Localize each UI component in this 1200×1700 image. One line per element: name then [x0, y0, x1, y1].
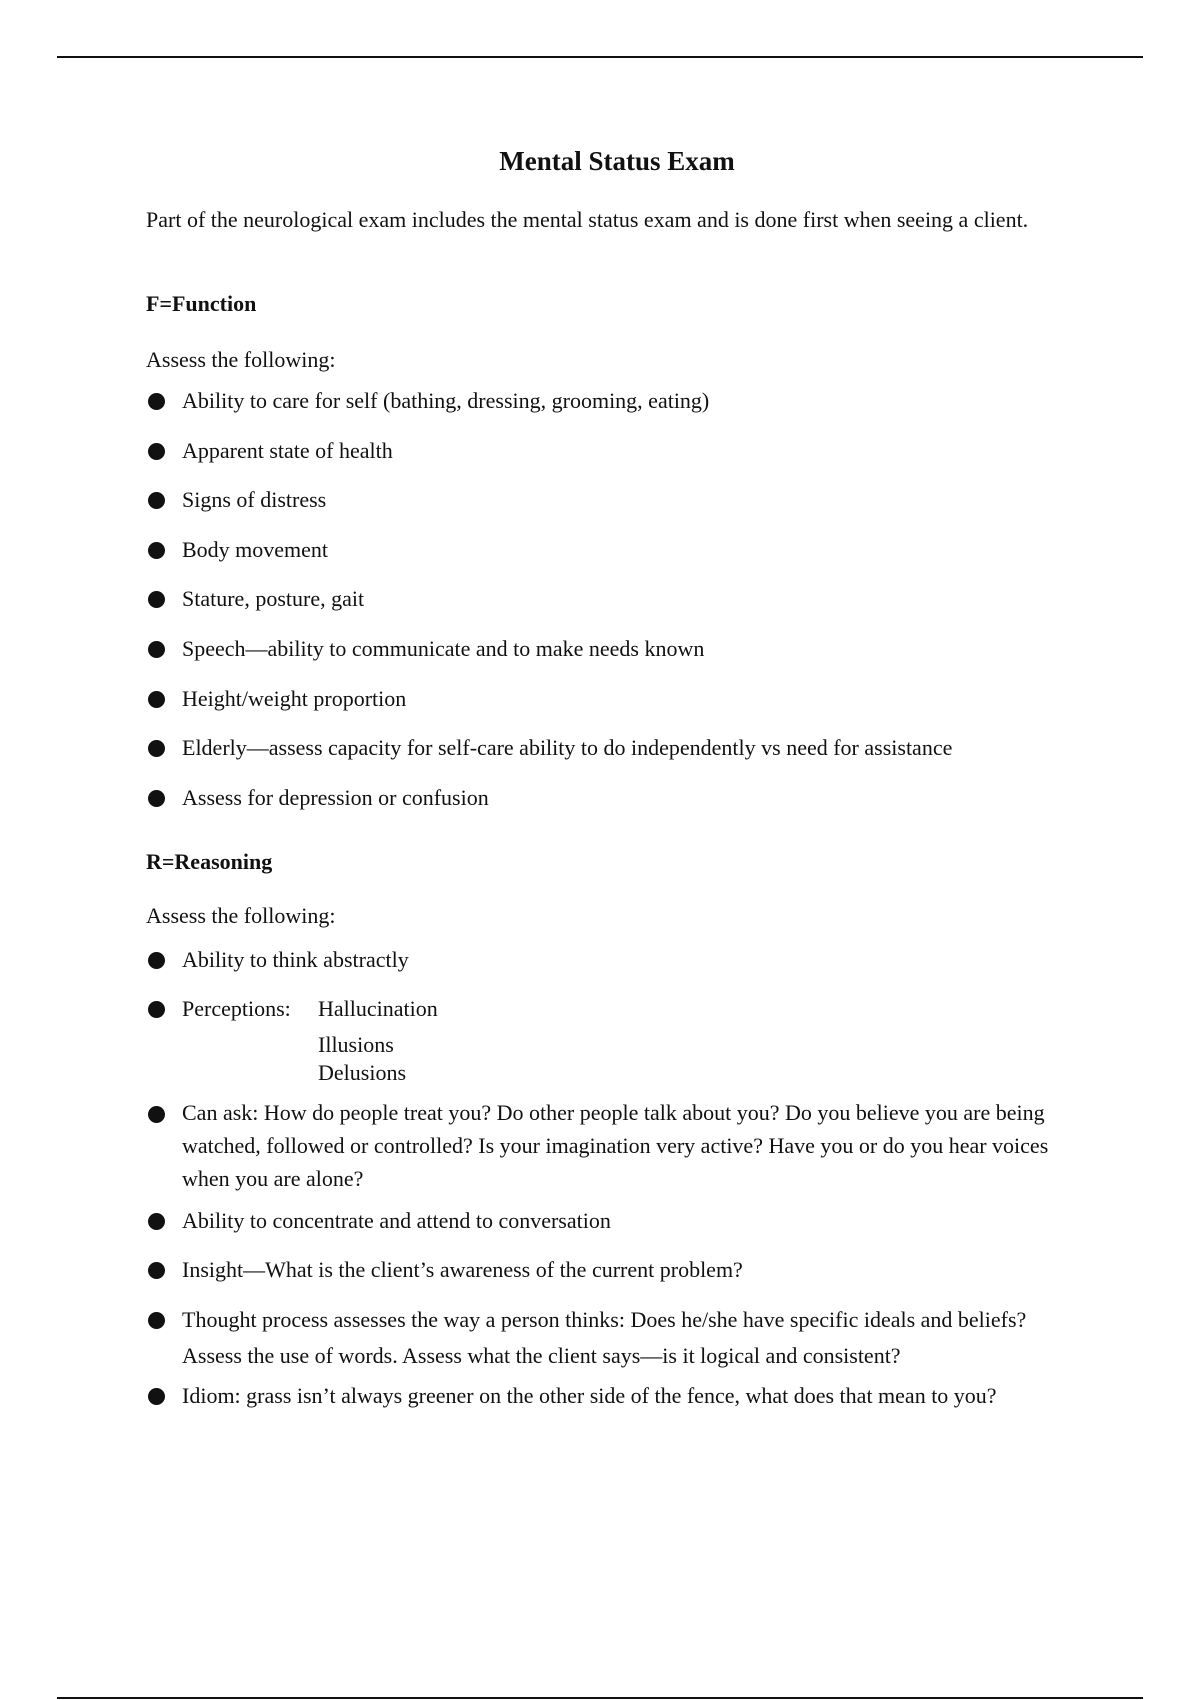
function-item-7: Height/weight proportion	[182, 686, 407, 711]
perception-hallucination: Hallucination	[318, 996, 438, 1021]
bullet-icon	[148, 1388, 165, 1405]
section-lead-function: Assess the following:	[146, 347, 336, 372]
bullet-icon	[148, 740, 165, 757]
function-item-6: Speech—ability to communicate and to make needs known	[182, 636, 705, 661]
bullet-icon	[148, 1262, 165, 1279]
function-item-8: Elderly—assess capacity for self-care ability to do independently vs need for assistance	[182, 735, 953, 760]
section-heading-function: F=Function	[146, 291, 257, 316]
reasoning-item-1: Ability to think abstractly	[182, 947, 409, 972]
reasoning-item-6: Thought process assesses the way a person thinks: Does he/she have specific ideals and beliefs? Assess the use of words. Assess what the client says—is it logical and consistent?	[182, 1307, 1027, 1368]
perception-illusions: Illusions	[318, 1032, 394, 1057]
reasoning-item-4: Ability to concentrate and attend to conversation	[182, 1208, 611, 1233]
bullet-icon	[148, 641, 165, 658]
reasoning-item-3: Can ask: How do people treat you? Do other people talk about you? Do you believe you are being watched, followed or controlled? Is your imagination very active? Have you or do you hear voices when you are alone?	[182, 1100, 1049, 1191]
bottom-rule	[57, 1697, 1143, 1699]
section-lead-reasoning: Assess the following:	[146, 903, 336, 928]
bullet-icon	[148, 393, 165, 410]
reasoning-item-7: Idiom: grass isn’t always greener on the other side of the fence, what does that mean to you?	[182, 1383, 997, 1408]
function-item-4: Body movement	[182, 537, 329, 562]
reasoning-item-5: Insight—What is the client’s awareness of the current problem?	[182, 1257, 743, 1282]
function-item-9: Assess for depression or confusion	[182, 785, 489, 810]
function-item-3: Signs of distress	[182, 487, 327, 512]
bullet-icon	[148, 542, 165, 559]
perception-delusions: Delusions	[318, 1060, 406, 1085]
bullet-icon	[148, 952, 165, 969]
bullet-icon	[148, 443, 165, 460]
function-item-5: Stature, posture, gait	[182, 586, 365, 611]
bullet-icon	[148, 492, 165, 509]
reasoning-item-2: Perceptions:	[182, 996, 291, 1021]
section-heading-reasoning: R=Reasoning	[146, 849, 273, 874]
bullet-icon	[148, 691, 165, 708]
bullet-icon	[148, 790, 165, 807]
bullet-icon	[148, 1213, 165, 1230]
document-title: Mental Status Exam	[499, 146, 735, 176]
bullet-icon	[148, 591, 165, 608]
bullet-icon	[148, 1001, 165, 1018]
top-rule	[57, 56, 1143, 58]
function-item-2: Apparent state of health	[182, 438, 393, 463]
intro-paragraph: Part of the neurological exam includes the mental status exam and is done first when seeing a client.	[146, 207, 1029, 232]
function-item-1: Ability to care for self (bathing, dressing, grooming, eating)	[182, 388, 710, 413]
bullet-icon	[148, 1106, 165, 1123]
bullet-icon	[148, 1312, 165, 1329]
